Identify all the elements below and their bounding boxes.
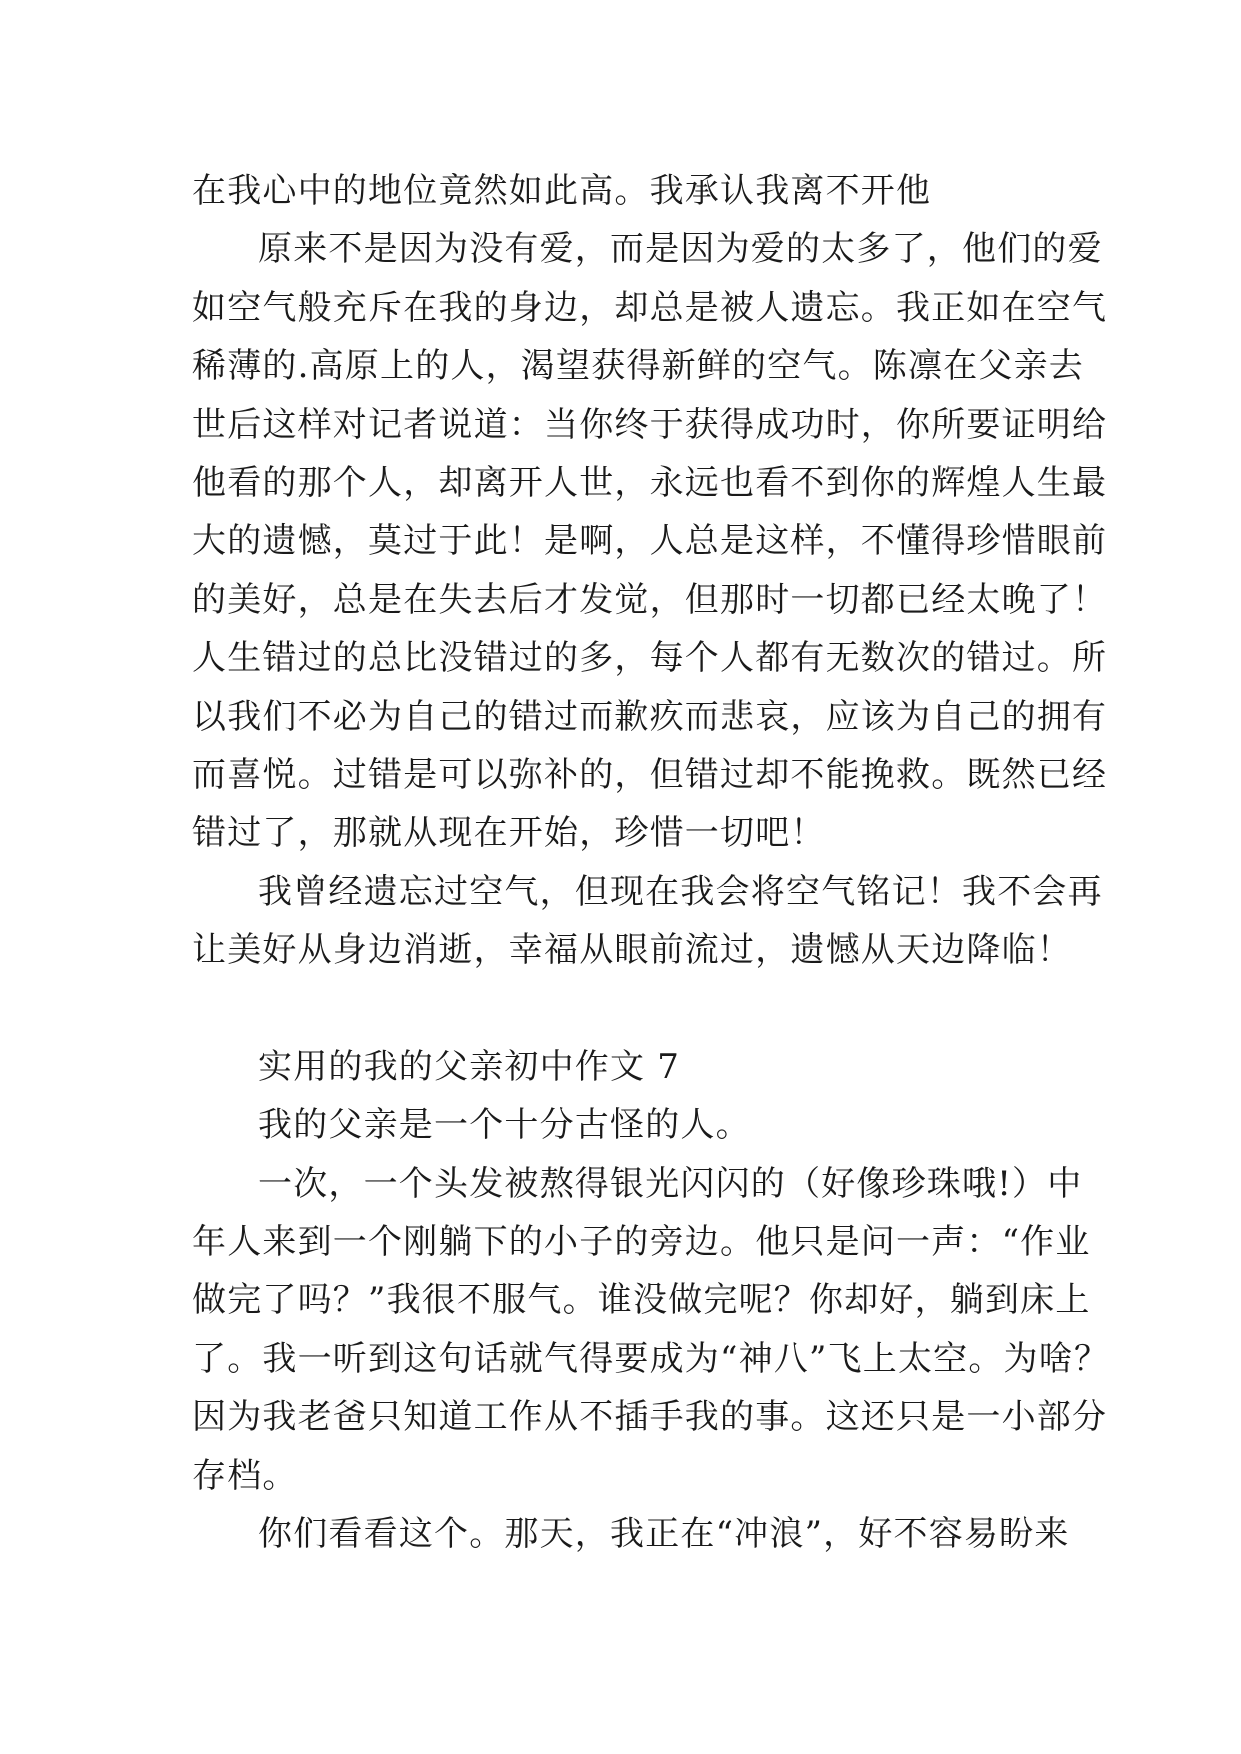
paragraph-start-line: 原来不是因为没有爱，而是因为爱的太多了，他们的爱 [258,229,1103,270]
text-line: 做完了吗？”我很不服气。谁没做完呢？你却好，躺到床上 [192,1280,1091,1321]
paragraph-start-line: 我的父亲是一个十分古怪的人。 [258,1105,751,1146]
text-line: 在我心中的地位竟然如此高。我承认我离不开他 [192,171,932,211]
text-line: 稀薄的.高原上的人，渴望获得新鲜的空气。陈凛在父亲去 [192,346,1085,387]
text-line: 年人来到一个刚躺下的小子的旁边。他只是问一声：“作业 [192,1222,1091,1263]
text-line: 如空气般充斥在我的身边，却总是被人遗忘。我正如在空气 [192,287,1108,328]
blank-line [192,979,1052,1037]
text-line: 世后这样对记者说道：当你终于获得成功时，你所要证明给 [192,404,1108,445]
text-line: 了。我一听到这句话就气得要成为“神八”飞上太空。为啥？ [192,1338,1110,1379]
text-line: 大的遗憾，莫过于此！是啊，人总是这样，不懂得珍惜眼前 [192,521,1108,562]
text-line: 存档。 [192,1455,298,1496]
paragraph-start-line: 你们看看这个。那天，我正在“冲浪”，好不容易盼来 [258,1513,1070,1554]
text-line: 让美好从身边消逝，幸福从眼前流过，遗憾从天边降临！ [192,930,1072,971]
text-line: 人生错过的总比没错过的多，每个人都有无数次的错过。所 [192,638,1108,679]
document-body [192,162,1110,1563]
text-line: 以我们不必为自己的错过而歉疚而悲哀，应该为自己的拥有 [192,696,1108,737]
text-line: 他看的那个人，却离开人世，永远也看不到你的辉煌人生最 [192,462,1108,503]
text-line: 因为我老爸只知道工作从不插手我的事。这还只是一小部分 [192,1397,1108,1438]
text-line: 的美好，总是在失去后才发觉，但那时一切都已经太晚了！ [192,579,1108,620]
paragraph-start-line: 一次，一个头发被熬得银光闪闪的（好像珍珠哦!）中 [258,1163,1083,1204]
text-line: 而喜悦。过错是可以弥补的，但错过却不能挽救。既然已经 [192,754,1108,795]
paragraph-start-line: 我曾经遗忘过空气，但现在我会将空气铭记！我不会再 [258,871,1103,912]
section-heading: 实用的我的父亲初中作文 7 [258,1046,681,1087]
text-line: 错过了，那就从现在开始，珍惜一切吧！ [192,813,826,854]
